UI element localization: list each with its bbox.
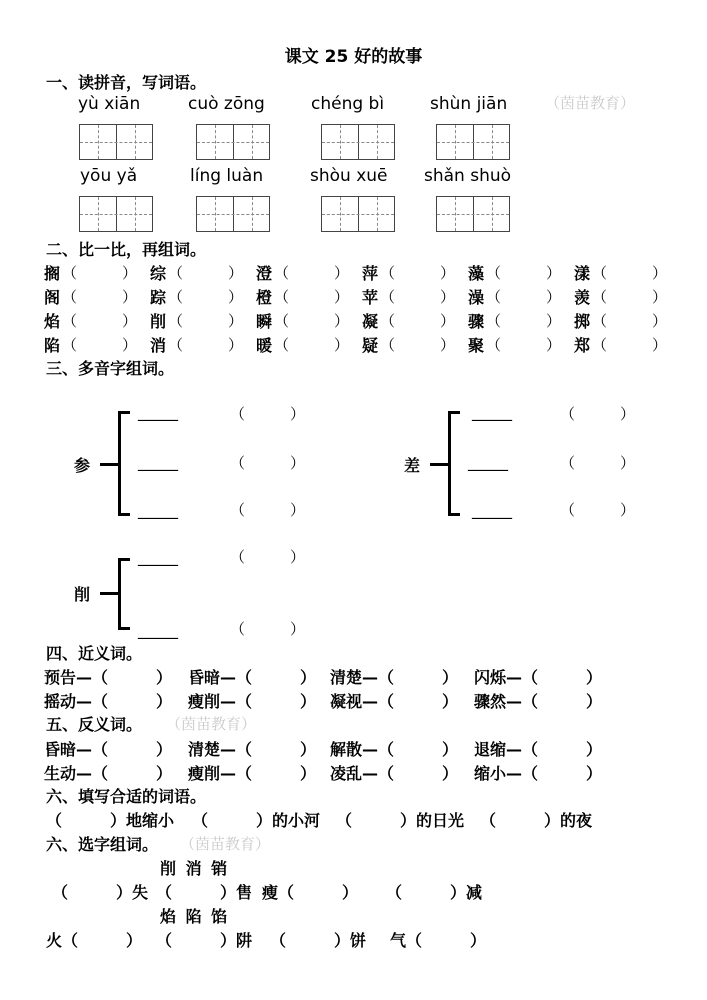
compare-char: 削: [150, 312, 167, 331]
watermark: （茵苗教育）: [180, 835, 271, 853]
compare-char: 萍: [362, 264, 379, 283]
section-2-heading: 二、比一比，再组词。: [46, 240, 207, 259]
answer-paren[interactable]: （ ）: [560, 405, 636, 423]
compare-char: 瞬: [256, 312, 273, 331]
answer-paren[interactable]: （ ）: [592, 264, 668, 282]
pinyin: líng luàn: [190, 166, 264, 186]
word-pair[interactable]: 生动—（ ）: [44, 764, 173, 783]
writing-box[interactable]: [196, 196, 270, 232]
word-pair[interactable]: 清楚—（ ）: [330, 668, 459, 687]
compare-char: 橙: [256, 288, 273, 307]
compare-char: 羡: [574, 288, 591, 307]
fill-item[interactable]: （ ）的小河: [192, 811, 321, 830]
answer-paren[interactable]: （ ）: [274, 336, 350, 354]
pinyin: chéng bì: [311, 94, 385, 114]
compare-char: 凝: [362, 312, 379, 331]
fill-item[interactable]: （ ）减: [386, 883, 483, 902]
answer-blank[interactable]: _____: [138, 620, 178, 639]
answer-paren[interactable]: （ ）: [62, 264, 138, 282]
answer-blank[interactable]: _____: [138, 500, 178, 519]
answer-paren[interactable]: （ ）: [380, 288, 456, 306]
section-3-heading: 三、多音字组词。: [46, 359, 175, 378]
word-pair[interactable]: 昏暗—（ ）: [188, 668, 317, 687]
answer-paren[interactable]: （ ）: [380, 312, 456, 330]
compare-char: 澡: [468, 288, 485, 307]
word-pair[interactable]: 闪烁—（ ）: [474, 668, 603, 687]
answer-paren[interactable]: （ ）: [560, 501, 636, 519]
pinyin: shǎn shuò: [424, 166, 512, 186]
answer-paren[interactable]: （ ）: [274, 288, 350, 306]
writing-box[interactable]: [196, 124, 270, 160]
word-pair[interactable]: 缩小—（ ）: [474, 764, 603, 783]
fill-item[interactable]: （ ）地缩小: [46, 811, 175, 830]
section-1-heading: 一、读拼音，写词语。: [46, 73, 207, 92]
answer-paren[interactable]: （ ）: [592, 336, 668, 354]
compare-char: 聚: [468, 336, 485, 355]
compare-char: 藻: [468, 264, 485, 283]
writing-box[interactable]: [436, 124, 510, 160]
fill-item[interactable]: （ ）阱: [156, 931, 253, 950]
compare-char: 焰: [44, 312, 61, 331]
answer-paren[interactable]: （ ）: [486, 312, 562, 330]
polyphone-char: 差: [404, 456, 421, 475]
word-pair[interactable]: 凝视—（ ）: [330, 692, 459, 711]
watermark: （茵苗教育）: [166, 715, 257, 733]
pinyin: shùn jiān: [430, 94, 508, 114]
compare-char: 疑: [362, 336, 379, 355]
compare-char: 暖: [256, 336, 273, 355]
answer-blank[interactable]: _____: [138, 452, 178, 471]
fill-item[interactable]: 火（ ）: [46, 931, 143, 950]
word-pair[interactable]: 退缩—（ ）: [474, 740, 603, 759]
compare-char: 踪: [150, 288, 167, 307]
writing-box[interactable]: [321, 124, 395, 160]
answer-paren[interactable]: （ ）: [168, 288, 244, 306]
answer-blank[interactable]: _____: [468, 452, 508, 471]
fill-item[interactable]: （ ）饼: [270, 931, 367, 950]
word-pair[interactable]: 瘦削—（ ）: [188, 764, 317, 783]
compare-char: 苹: [362, 288, 379, 307]
fill-item[interactable]: （ ）的日光: [336, 811, 465, 830]
writing-box[interactable]: [79, 196, 153, 232]
word-pair[interactable]: 凌乱—（ ）: [330, 764, 459, 783]
answer-blank[interactable]: _____: [138, 402, 178, 421]
compare-char: 骤: [468, 312, 485, 331]
pinyin: shòu xuē: [310, 166, 388, 186]
answer-paren[interactable]: （ ）: [62, 312, 138, 330]
fill-item[interactable]: （ ）的夜: [480, 811, 593, 830]
answer-paren[interactable]: （ ）: [486, 264, 562, 282]
polyphone-char: 参: [74, 456, 91, 475]
answer-paren[interactable]: （ ）: [592, 288, 668, 306]
answer-paren[interactable]: （ ）: [486, 336, 562, 354]
answer-paren[interactable]: （ ）: [230, 501, 306, 519]
writing-box[interactable]: [436, 196, 510, 232]
answer-paren[interactable]: （ ）: [168, 264, 244, 282]
section-4-heading: 四、近义词。: [46, 644, 143, 663]
word-pair[interactable]: 清楚—（ ）: [188, 740, 317, 759]
polyphone-char: 削: [74, 585, 91, 604]
compare-char: 消: [150, 336, 167, 355]
answer-blank[interactable]: _____: [138, 547, 178, 566]
writing-box[interactable]: [79, 124, 153, 160]
fill-item[interactable]: （ ）失: [52, 883, 149, 902]
fill-item[interactable]: （ ）售: [156, 883, 253, 902]
compare-char: 澄: [256, 264, 273, 283]
pinyin: cuò zōng: [188, 94, 265, 114]
compare-char: 搁: [44, 264, 61, 283]
word-pair[interactable]: 骤然—（ ）: [474, 692, 603, 711]
watermark: （茵苗教育）: [545, 94, 636, 112]
answer-paren[interactable]: （ ）: [230, 548, 306, 566]
answer-blank[interactable]: _____: [472, 402, 512, 421]
answer-blank[interactable]: _____: [472, 500, 512, 519]
word-pair[interactable]: 解散—（ ）: [330, 740, 459, 759]
section-6-heading: 六、填写合适的词语。: [46, 787, 207, 806]
writing-box[interactable]: [321, 196, 395, 232]
word-pair[interactable]: 摇动—（ ）: [44, 692, 173, 711]
answer-paren[interactable]: （ ）: [230, 620, 306, 638]
char-group: 削 消 销: [160, 859, 230, 878]
page-title: 课文 25 好的故事: [284, 47, 423, 67]
section-5-heading: 五、反义词。: [46, 715, 143, 734]
fill-item[interactable]: 气（ ）: [390, 931, 487, 950]
answer-paren[interactable]: （ ）: [230, 454, 306, 472]
word-pair[interactable]: 昏暗—（ ）: [44, 740, 173, 759]
word-pair[interactable]: 瘦削—（ ）: [188, 692, 317, 711]
answer-paren[interactable]: （ ）: [62, 288, 138, 306]
answer-paren[interactable]: （ ）: [168, 312, 244, 330]
word-pair[interactable]: 预告—（ ）: [44, 668, 173, 687]
answer-paren[interactable]: （ ）: [274, 312, 350, 330]
char-group: 焰 陷 馅: [160, 907, 230, 926]
answer-paren[interactable]: （ ）: [230, 405, 306, 423]
answer-paren[interactable]: （ ）: [168, 336, 244, 354]
compare-char: 阁: [44, 288, 61, 307]
answer-paren[interactable]: （ ）: [62, 336, 138, 354]
answer-paren[interactable]: （ ）: [486, 288, 562, 306]
answer-paren[interactable]: （ ）: [592, 312, 668, 330]
answer-paren[interactable]: （ ）: [380, 264, 456, 282]
answer-paren[interactable]: （ ）: [274, 264, 350, 282]
section-7-heading: 六、选字组词。: [46, 835, 159, 854]
compare-char: 漾: [574, 264, 591, 283]
pinyin: yōu yǎ: [80, 166, 138, 186]
answer-paren[interactable]: （ ）: [380, 336, 456, 354]
fill-item[interactable]: 瘦（ ）: [262, 883, 359, 902]
compare-char: 掷: [574, 312, 591, 331]
pinyin: yù xiān: [78, 94, 141, 114]
answer-paren[interactable]: （ ）: [560, 454, 636, 472]
compare-char: 陷: [44, 336, 61, 355]
compare-char: 综: [150, 264, 167, 283]
compare-char: 郑: [574, 336, 591, 355]
